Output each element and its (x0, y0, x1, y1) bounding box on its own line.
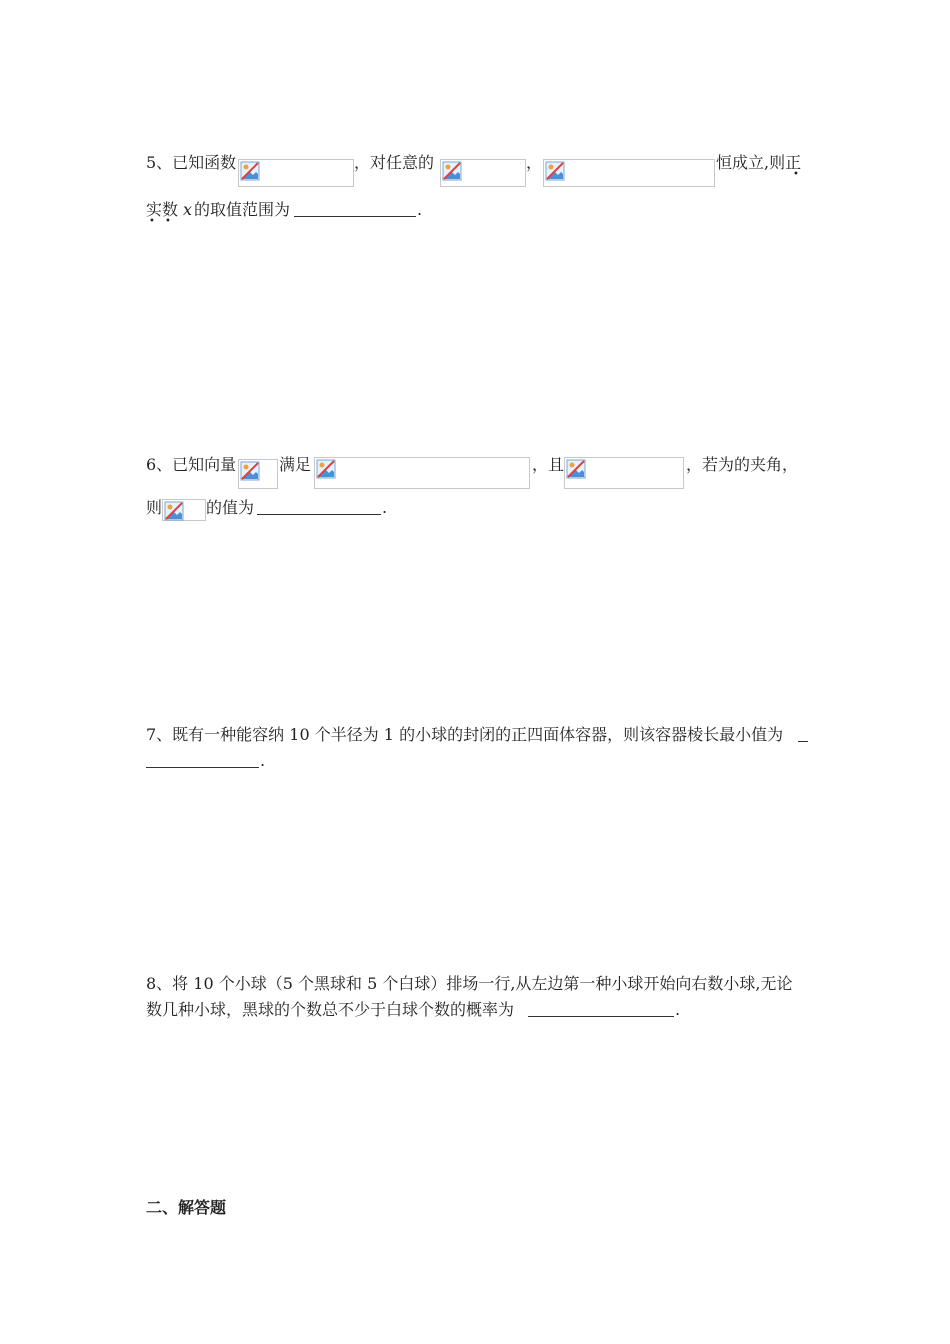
q5-text-d: 恒成立,则正 (716, 153, 802, 172)
emphasis-dot: • (793, 169, 799, 180)
q5-text-c: ， (526, 153, 543, 172)
q5-text-e: 实数 (146, 200, 179, 219)
q6-text-f: 的值为 (206, 498, 255, 517)
answer-blank[interactable] (294, 200, 416, 217)
q7-end: . (260, 751, 266, 770)
section-title: 二、解答题 (146, 1198, 227, 1217)
broken-image-icon (543, 159, 715, 187)
emphasis-dot: • (165, 216, 171, 227)
broken-image-icon (238, 459, 278, 489)
q6-text-c: ，且 (532, 455, 565, 474)
broken-image-icon (162, 499, 206, 521)
broken-image-icon (238, 159, 354, 187)
q5-variable: x (183, 200, 193, 219)
emphasis-dot: • (149, 216, 155, 227)
q5-end: . (417, 200, 423, 219)
q6-line1 (146, 450, 826, 480)
q8-text-b: 数几种小球，黑球的个数总不少于白球个数的概率为 (146, 1000, 515, 1019)
answer-blank[interactable] (528, 1000, 674, 1017)
q5-text-f: 的取值范围为 (194, 200, 291, 219)
q6-text-d: ，若为的夹角， (686, 455, 799, 474)
broken-image-icon (564, 457, 684, 489)
answer-blank[interactable] (257, 498, 381, 515)
q5-line2 (146, 195, 826, 225)
q5-text-a: 5、已知函数 (146, 153, 237, 172)
q8-end: . (675, 1000, 681, 1019)
q6-text-b: 满足 (279, 455, 312, 474)
broken-image-icon (440, 159, 526, 187)
q5-line1 (146, 148, 826, 178)
answer-blank[interactable] (798, 725, 808, 742)
q8-text-a: 8、将 10 个小球（5 个黑球和 5 个白球）排场一行,从左边第一种小球开始向右数小球,无论 (146, 974, 793, 993)
q8-line2 (146, 995, 826, 1025)
q6-line2 (146, 493, 826, 523)
q6-text-e: 则 (146, 498, 163, 517)
broken-image-icon (314, 457, 530, 489)
q6-end: . (382, 498, 388, 517)
q7-line2 (146, 746, 826, 776)
q6-text-a: 6、已知向量 (146, 455, 237, 474)
answer-blank[interactable] (146, 751, 259, 768)
section-heading (146, 1193, 446, 1223)
q7-text: 7、既有一种能容纳 10 个半径为 1 的小球的封闭的正四面体容器，则该容器棱长最小值为 (146, 725, 784, 744)
q5-text-b: ，对任意的 (354, 153, 435, 172)
